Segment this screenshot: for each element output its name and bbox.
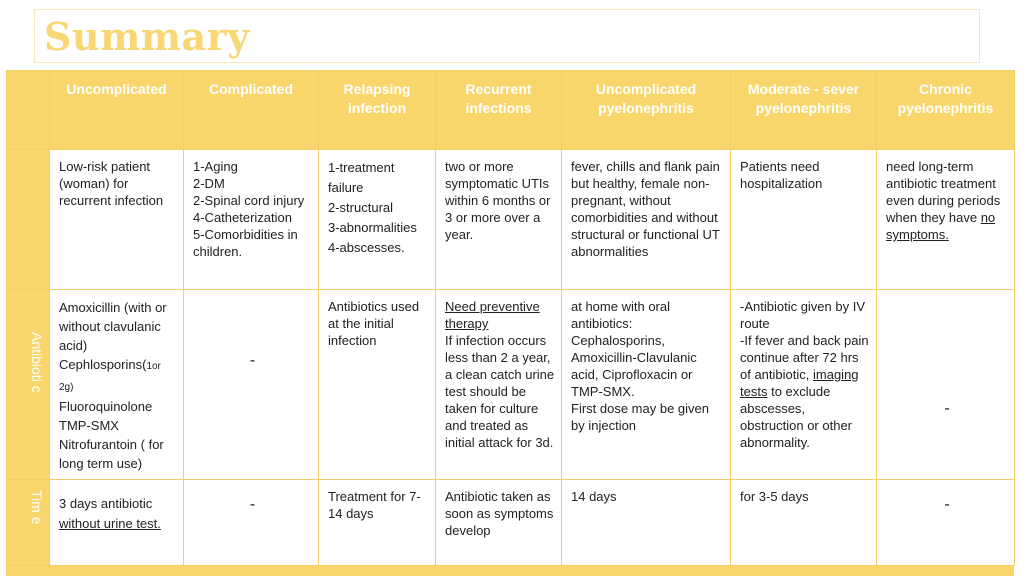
definition-row (7, 150, 1015, 290)
def-chronic-pyelo: need long-term antibiotic treatment even during periods when they have no symptoms. (877, 150, 1015, 290)
antibiotic-row (7, 290, 1015, 480)
ab-relapsing: Antibiotics used at the initial infection (319, 290, 436, 480)
def-relapsing: 1-treatment failure 2-structural 3-abnormalities 4-abscesses. (319, 150, 436, 290)
preventive-therapy-text: Need preventive therapy (445, 299, 540, 331)
def-moderate-pyelo: Patients need hospitalization (731, 150, 877, 290)
header-relapsing: Relapsing infection (319, 71, 436, 150)
time-row (7, 480, 1015, 566)
row-label-antibiotic: Antibioti c (7, 290, 50, 480)
def-recurrent: two or more symptomatic UTIs within 6 months or 3 or more over a year. (436, 150, 562, 290)
time-uncomplicated-pyelo: 14 days (562, 480, 731, 566)
header-recurrent: Recurrent infections (436, 71, 562, 150)
no-symptoms-text: no symptoms. (886, 210, 996, 242)
imaging-tests-text: imaging tests (740, 367, 859, 399)
time-moderate-pyelo: for 3-5 days (731, 480, 877, 566)
row-label-time: Tim e (7, 480, 50, 566)
time-complicated: - (184, 480, 319, 566)
time-relapsing: Treatment for 7-14 days (319, 480, 436, 566)
summary-table (6, 70, 1015, 566)
def-uncomplicated: Low-risk patient (woman) for recurrent infection (50, 150, 184, 290)
ab-uncomplicated: Amoxicillin (with or without clavulanic acid) Cephlosporins(1or 2g) Fluoroquinolone TMP-SMX Nitrofurantoin ( for long term use) (50, 290, 184, 480)
ab-moderate-pyelo: -Antibiotic given by IV route -If fever and back pain continue after 72 hrs of antibiotic, imaging tests to exclude abscesses, obstruction or other abnormality. (731, 290, 877, 480)
def-complicated: 1-Aging 2-DM 2-Spinal cord injury 4-Catheterization 5-Comorbidities in children. (184, 150, 319, 290)
def-uncomplicated-pyelo: fever, chills and flank pain but healthy, female non-pregnant, without comorbidities and without structural or functional UT abnormalities (562, 150, 731, 290)
time-recurrent: Antibiotic taken as soon as symptoms develop (436, 480, 562, 566)
ab-complicated: - (184, 290, 319, 480)
page-title: Summary (44, 14, 250, 59)
ab-recurrent: Need preventive therapy If infection occurs less than 2 a year, a clean catch urine test should be taken for culture and treated as initial attack for 3d. (436, 290, 562, 480)
ab-chronic-pyelo: - (877, 290, 1015, 480)
row-label-definition (7, 150, 50, 290)
ab-uncomplicated-pyelo: at home with oral antibiotics: Cephalosporins, Amoxicillin-Clavulanic acid, Ciprofloxacin or TMP-SMX. First dose may be given by injection (562, 290, 731, 480)
header-uncomplicated: Uncomplicated (50, 71, 184, 150)
header-corner (7, 71, 50, 150)
header-complicated: Complicated (184, 71, 319, 150)
header-moderate-pyelo: Moderate - sever pyelonephritis (731, 71, 877, 150)
header-chronic-pyelo: Chronic pyelonephritis (877, 71, 1015, 150)
header-row (7, 71, 1015, 150)
time-uncomplicated: 3 days antibiotic without urine test. (50, 480, 184, 566)
header-uncomplicated-pyelo: Uncomplicated pyelonephritis (562, 71, 731, 150)
bottom-strip (6, 566, 1014, 576)
time-chronic-pyelo: - (877, 480, 1015, 566)
